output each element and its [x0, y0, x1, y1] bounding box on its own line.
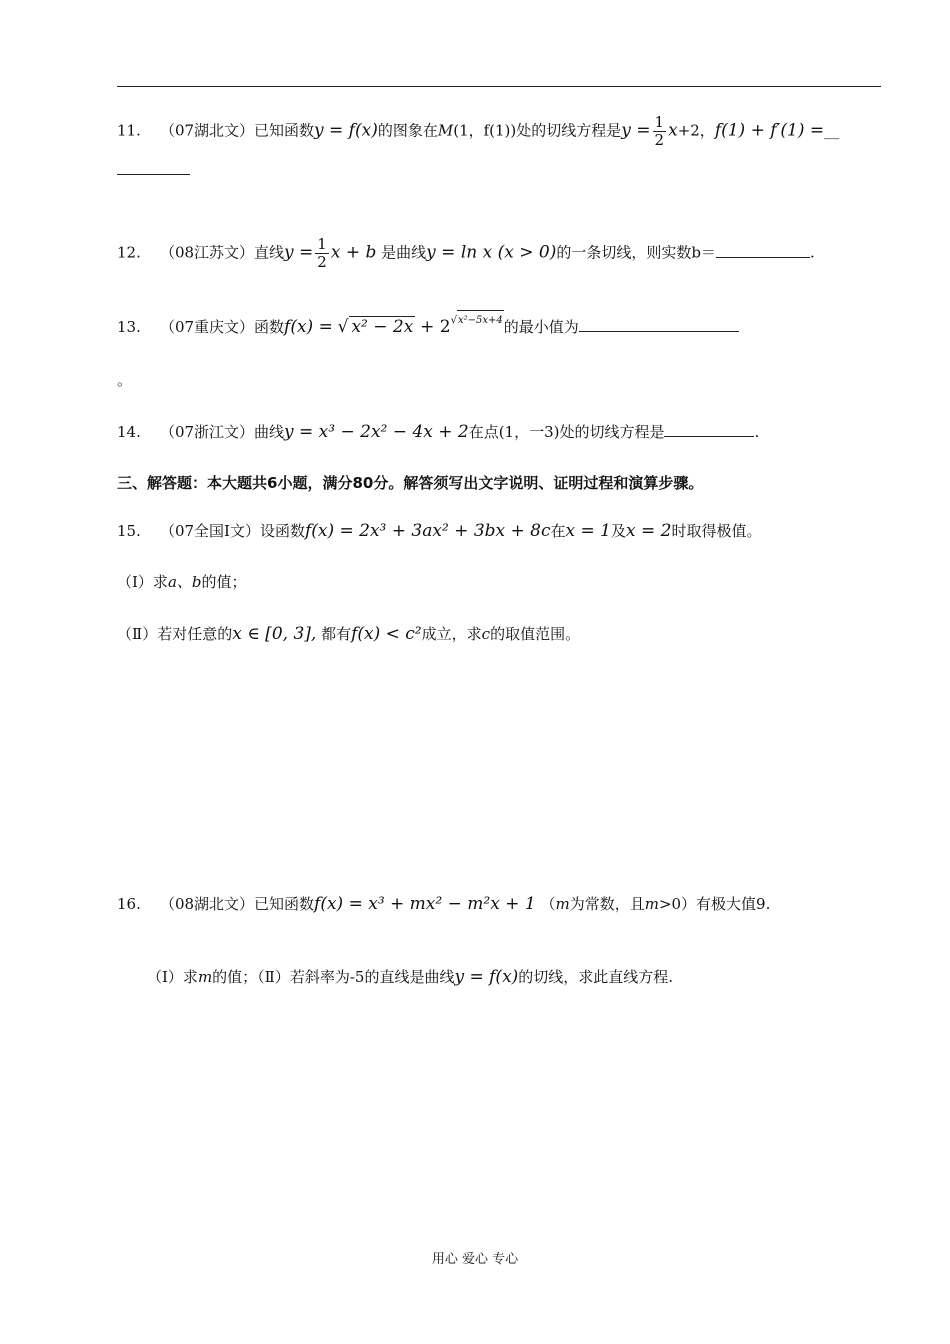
variable-c: c: [481, 625, 491, 643]
question-16-parts: [147, 967, 673, 987]
variable-m: m: [644, 895, 659, 913]
line-rhs: x + b: [330, 242, 377, 263]
header-rule: [117, 86, 881, 87]
line-lhs: y =: [284, 242, 314, 263]
question-source: （07重庆文）函数: [159, 318, 285, 336]
question-text: 时取得极值。: [671, 522, 762, 540]
question-13: 13. （07重庆文）函数f(x) = √ $x^2 - 2x + 2^{√x^2-5x+4}$的最小值为: [117, 316, 739, 340]
question-text: (1，f(1))处的切线方程是: [453, 121, 622, 140]
inequality: f(x) < c²: [351, 624, 422, 644]
question-text: >0）有极大值9.: [658, 895, 771, 913]
question-16: [117, 894, 770, 914]
part-text: 都有: [321, 625, 352, 643]
curve-expression: y = f(x): [454, 967, 519, 987]
question-number: 13.: [117, 318, 141, 336]
question-13-end: [117, 370, 132, 390]
answer-blank[interactable]: __: [824, 121, 840, 140]
period: .: [809, 243, 815, 262]
question-15-part-1: [117, 572, 247, 592]
question-text: 在: [550, 522, 566, 540]
question-text: 及: [610, 522, 626, 540]
part-text: 成立，求: [421, 625, 482, 643]
part-label: （Ⅰ）求: [117, 573, 168, 591]
radical-2: x²−5x+4: [457, 310, 504, 331]
full-stop: 。: [117, 371, 133, 389]
answer-blank[interactable]: [579, 317, 739, 332]
function-lhs: f(x) =: [284, 317, 333, 337]
part-label: （Ⅱ）若对任意的: [117, 625, 233, 643]
tangent-lhs: y =: [621, 120, 651, 141]
tangent-var: x: [668, 120, 678, 141]
question-number: 11.: [117, 121, 141, 140]
question-text: +2，: [677, 121, 715, 140]
function-expression: f(x) = 2x³ + 3ax² + 3bx + 8c: [304, 521, 551, 541]
target-expression: f(1) + f′(1) =: [714, 120, 825, 141]
x-value-1: x = 1: [565, 521, 611, 541]
question-source: （08湖北文）已知函数: [159, 895, 315, 913]
variable-m: m: [555, 895, 570, 913]
section-heading: 三、解答题：本大题共6小题，满分80分。解答须写出文字说明、证明过程和演算步骤。: [117, 474, 704, 492]
question-text: 为常数，且: [569, 895, 645, 913]
x-value-2: x = 2: [626, 521, 672, 541]
part-text: 的值；（Ⅱ）若斜率为-5的直线是曲线: [212, 968, 455, 986]
page-footer: 用心 爱心 专心: [431, 1252, 519, 1267]
question-number: 16.: [117, 895, 141, 913]
answer-blank-continued[interactable]: [117, 160, 190, 175]
radical-1: x² − 2x: [351, 317, 414, 337]
function-expression: y = f(x): [314, 120, 378, 141]
question-number: 15.: [117, 522, 141, 540]
answer-blank[interactable]: [716, 243, 810, 258]
question-number: 14.: [117, 423, 141, 441]
variables: a、b: [167, 573, 202, 591]
fraction: $\frac{1}{2}$: [317, 235, 327, 271]
question-source: （07浙江文）曲线: [159, 423, 285, 441]
answer-blank[interactable]: [664, 422, 754, 437]
question-text: 是曲线: [381, 243, 427, 262]
curve-expression: y = x³ − 2x² − 4x + 2: [284, 422, 469, 442]
question-text: 的图象在: [377, 121, 438, 140]
part-text: 的取值范围。: [490, 625, 581, 643]
question-text: 在点(1，一3)处的切线方程是: [468, 423, 665, 441]
plus-two: + 2: [420, 317, 451, 337]
interval-condition: x ∈ [0, 3],: [232, 624, 317, 644]
period: .: [754, 423, 760, 441]
question-number: 12.: [117, 243, 141, 262]
variable-m: m: [197, 968, 213, 986]
question-14: [117, 422, 759, 442]
question-15: [117, 521, 761, 541]
question-text: （: [540, 895, 556, 913]
question-text: 的最小值为: [503, 318, 579, 336]
question-12: [117, 236, 815, 271]
question-11: [117, 114, 839, 149]
point-m: M: [437, 121, 454, 140]
part-label: （Ⅰ）求: [147, 968, 198, 986]
question-15-part-2: [117, 624, 580, 644]
part-text: 的值；: [201, 573, 247, 591]
curve-expression: y = ln x (x > 0): [426, 242, 557, 263]
fraction: $\frac{1}{2}$: [654, 113, 665, 149]
part-text: 的切线，求此直线方程.: [518, 968, 674, 986]
function-expression: f(x) = x³ + mx² − m²x + 1: [314, 894, 536, 914]
question-text: 的一条切线，则实数b＝: [556, 243, 716, 262]
question-source: （08江苏文）直线: [159, 243, 285, 262]
question-source: （07全国Ⅰ文）设函数: [159, 522, 305, 540]
question-source: （07湖北文）已知函数: [159, 121, 315, 140]
